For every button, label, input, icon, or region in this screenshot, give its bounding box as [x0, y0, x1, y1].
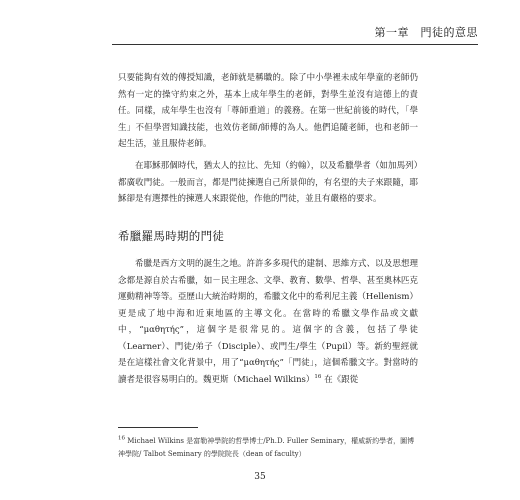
paragraph-2 — [118, 158, 418, 208]
section-heading: 希臘羅馬時期的門徒 — [118, 229, 225, 243]
footnote-reference[interactable]: 16 — [314, 373, 322, 380]
paragraph-3-text-start: 希臘是西方文明的誕生之地。許許多多現代的建制、思維方式、以及思想理念都是源自於古希臘，如－民主理念、文學、教育、數學、哲學、甚至奧林匹克運動精神等等。亞歷山大統治時期的，希臘文化中的希利尼主義（Hellenism）更是成了地中海和近東地區的主導文化。在當時的希臘文學作品或文獻中，“μαθητής”，這個字是很常見的。這個字的含義，包括了學徒（Learner）、門徒/弟子（Disciple）、或門生/學生（Pupil）等。新約聖經就是在這樣社會文化背景中，用了“μαθητής”「門徒」，這個希臘文字。對當時的讀者是很容易明白的。魏更斯（Michael Wilkins） — [118, 259, 418, 385]
paragraph-1: 只要能夠有效的傳授知識，老師就是稱職的。除了中小學裡未成年學童的老師仍然有一定的操守約束之外，基本上成年學生的老師，對學生並沒有這德上的責任。同樣，成年學生也沒有「尊師重道」的義務。在第一世紀前後的時代，「學生」不但學習知識技能，也效仿老師/師傅的為人。他們追隨老師，也和老師一起生活，並且服侍老師。 — [118, 73, 418, 149]
footnote — [118, 435, 418, 461]
paragraph-3 — [118, 256, 418, 388]
footnote-number: 16 — [118, 435, 125, 442]
paragraph-3-text-end: 在《跟從 — [321, 374, 359, 385]
paragraph-2-text: 在耶穌那個時代，猶太人的拉比、先知（約翰），以及希臘學者（如加馬列）都廣收門徒。一般而言，都是門徒揀選自己所景仰的，有名望的夫子來跟隨，耶穌卻是有選擇性的揀選人來跟從他，作他的門徒，並且有嚴格的要求。 — [118, 161, 418, 204]
header-rule — [112, 44, 478, 45]
running-head: 第一章 門徒的意思 — [374, 26, 478, 39]
footnote-text: Michael Wilkins 是富勒神學院的哲學博士/Ph.D. Fuller Seminary，權威新約學者，圖博神學院/ Talbot Seminary 的學院院長（dean of faculty） — [118, 437, 415, 458]
page-number: 35 — [254, 472, 266, 482]
footnote-rule — [118, 427, 198, 428]
